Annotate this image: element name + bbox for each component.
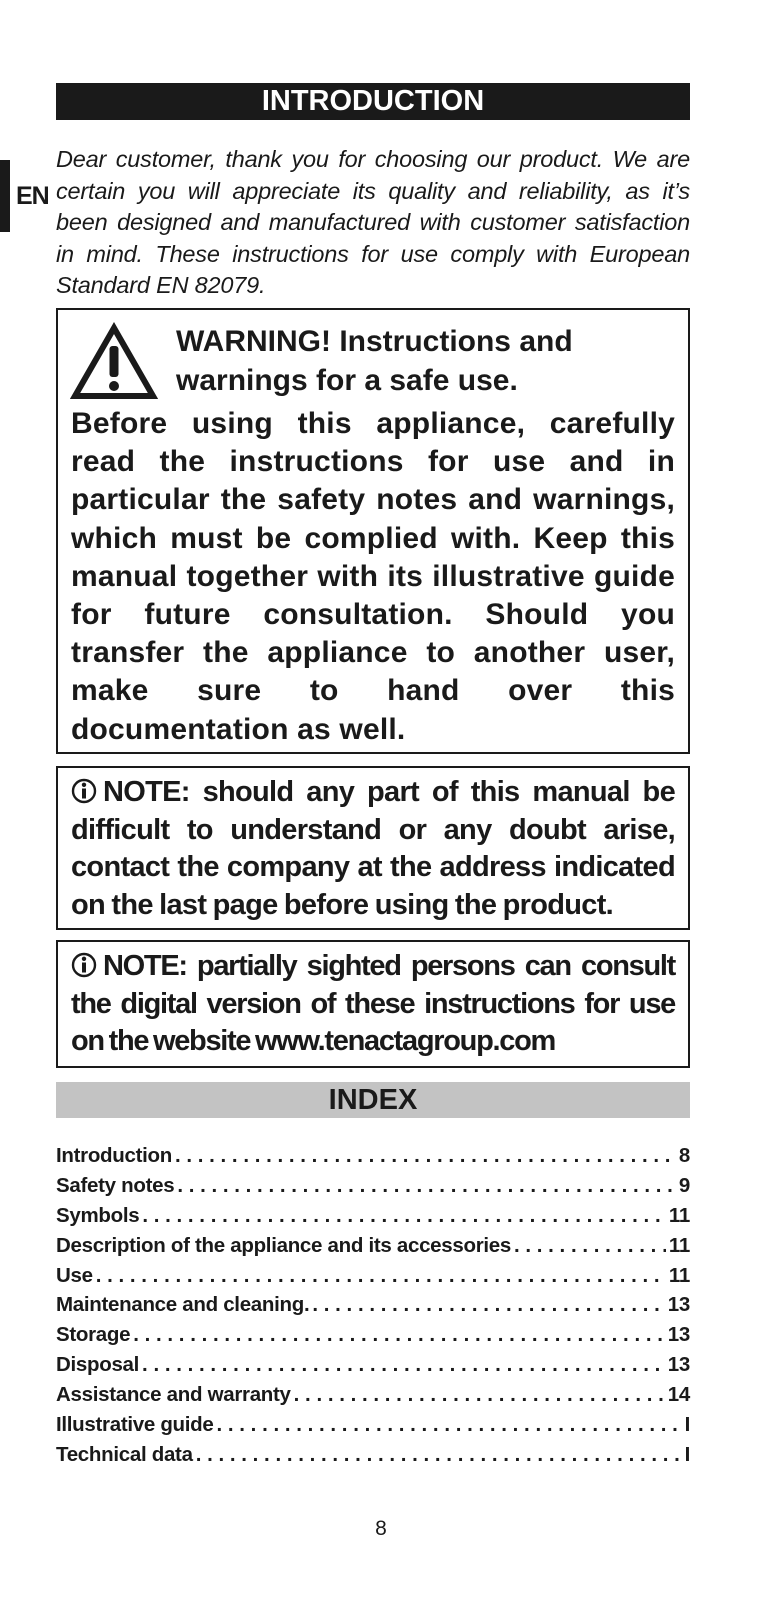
toc-leader-dots <box>133 1323 665 1347</box>
toc-entry[interactable] <box>56 1141 690 1171</box>
language-label: EN <box>16 182 49 210</box>
toc-page: 9 <box>678 1173 690 1197</box>
toc-entry[interactable] <box>56 1380 690 1410</box>
toc-label: Assistance and warranty <box>56 1383 291 1407</box>
toc-label: Disposal <box>56 1353 140 1377</box>
note-box-digital-version <box>56 940 690 1068</box>
toc-entry[interactable] <box>56 1410 690 1440</box>
warning-body: Before using this appliance, carefully read the instructions for use and in particular the safety notes and warnings, which must be complied with. Keep this manual together with its illustrative guide for future consultation. Should you transfer the appliance to another user, make sure to hand over this documentation as well. <box>71 407 675 746</box>
warning-triangle-icon <box>70 322 158 402</box>
warning-title: WARNING! Instructions and warnings for a safe use. <box>176 325 573 397</box>
toc-page: 11 <box>668 1203 690 1227</box>
info-icon <box>71 778 97 804</box>
toc-entry[interactable] <box>56 1261 690 1291</box>
toc-label: Storage <box>56 1323 131 1347</box>
index-heading: INDEX <box>56 1082 690 1118</box>
toc-label: Maintenance and cleaning. <box>56 1293 310 1317</box>
toc-entry[interactable] <box>56 1201 690 1231</box>
note-paragraph <box>71 774 675 924</box>
toc-page: 13 <box>667 1323 690 1347</box>
toc-page: 14 <box>667 1383 690 1407</box>
note-text: NOTE: should any part of this manual be difficult to understand or any doubt arise, contact the company at the address indicated on the last page before using the product. <box>71 776 675 921</box>
toc-leader-dots <box>217 1413 682 1437</box>
toc-leader-dots <box>142 1204 666 1228</box>
toc-entry[interactable] <box>56 1440 690 1470</box>
toc-page: I <box>684 1442 690 1466</box>
table-of-contents <box>56 1141 690 1470</box>
toc-label: Technical data <box>56 1442 193 1466</box>
info-icon <box>71 952 97 978</box>
toc-leader-dots <box>96 1264 666 1288</box>
toc-page: 13 <box>667 1293 690 1317</box>
note-paragraph <box>71 948 675 1061</box>
warning-box <box>56 308 690 754</box>
toc-page: 11 <box>668 1233 690 1257</box>
note-text: NOTE: partially sighted persons can consult the digital version of these instructions for use on the website www.tenactagroup.com <box>71 950 675 1057</box>
note-box-help <box>56 766 690 930</box>
toc-entry[interactable] <box>56 1320 690 1350</box>
toc-leader-dots <box>312 1293 664 1317</box>
toc-label: Use <box>56 1263 93 1287</box>
introduction-text: Dear customer, thank you for choosing our product. We are certain you will appreciate its quality and reliability, as it’s been designed and manufactured with customer satisfaction in mind. These instructions for use comply with European Standard EN 82079. <box>56 146 690 299</box>
introduction-heading: INTRODUCTION <box>56 83 690 120</box>
language-side-tab <box>0 160 10 232</box>
toc-page: 8 <box>678 1143 690 1167</box>
toc-label: Introduction <box>56 1143 172 1167</box>
toc-leader-dots <box>175 1144 676 1168</box>
toc-leader-dots <box>294 1383 665 1407</box>
toc-entry[interactable] <box>56 1231 690 1261</box>
toc-entry[interactable] <box>56 1290 690 1320</box>
toc-leader-dots <box>142 1353 665 1377</box>
toc-label: Symbols <box>56 1203 140 1227</box>
toc-entry[interactable] <box>56 1171 690 1201</box>
toc-page: 11 <box>668 1263 690 1287</box>
toc-label: Description of the appliance and its accessories <box>56 1233 511 1257</box>
toc-leader-dots <box>514 1234 666 1258</box>
toc-leader-dots <box>196 1443 682 1467</box>
page-number: 8 <box>375 1517 387 1540</box>
toc-label: Illustrative guide <box>56 1412 214 1436</box>
toc-entry[interactable] <box>56 1350 690 1380</box>
toc-page: I <box>684 1412 690 1436</box>
toc-label: Safety notes <box>56 1173 175 1197</box>
toc-page: 13 <box>667 1353 690 1377</box>
toc-leader-dots <box>177 1174 676 1198</box>
